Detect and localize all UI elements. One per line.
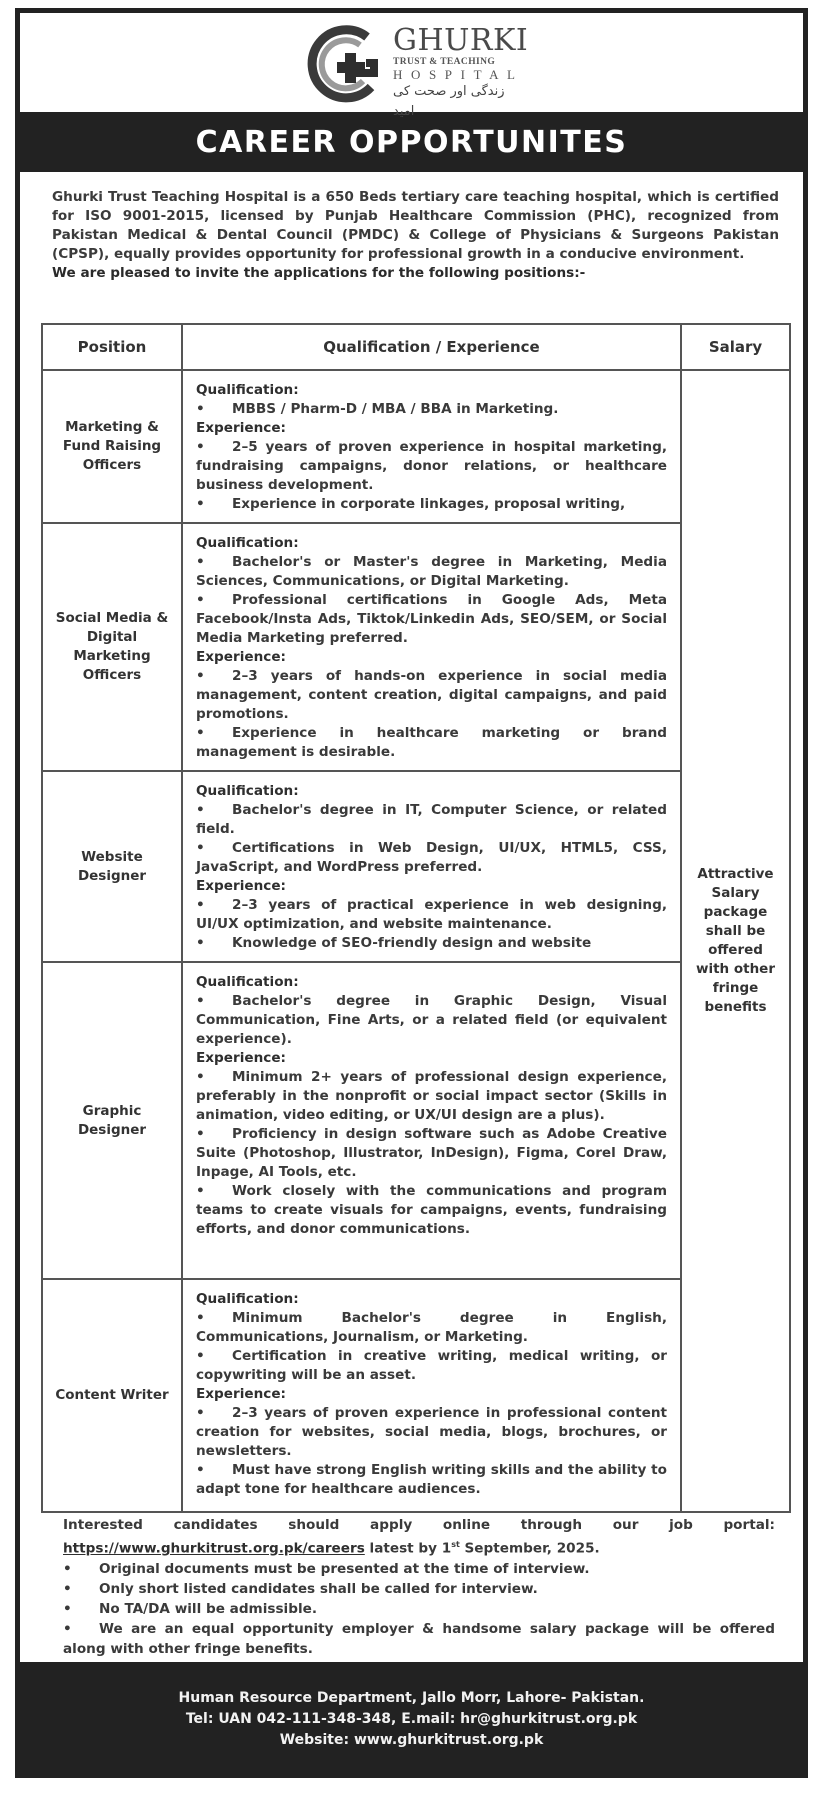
positions-table — [41, 323, 791, 1513]
requirement-item: • Bachelor's or Master's degree in Marketing, Media Sciences, Communications, or Digital Marketing. — [196, 554, 667, 589]
logo-text — [393, 25, 543, 122]
section-label: Experience: — [196, 649, 286, 665]
bullet: • — [196, 554, 205, 570]
salary-text-line: Attractive — [697, 866, 774, 882]
apply-prefix: Interested candidates should apply online through our job portal: — [63, 1517, 775, 1533]
requirement-item: • Experience in corporate linkages, proposal writing, — [196, 496, 626, 512]
logo-area — [20, 13, 803, 119]
brand-tagline-urdu: زندگی اور صحت کی امید — [393, 84, 505, 119]
table-header-row — [42, 324, 790, 370]
bullet: • — [196, 1348, 205, 1364]
section-label: Experience: — [196, 878, 286, 894]
position-title: Graphic Designer — [42, 962, 182, 1279]
application-notes — [63, 1515, 775, 1659]
requirement-item: • Minimum 2+ years of professional design experience, preferably in the nonprofit or social impact sector (Skills in animation, video editing, or UX/UI design are a plus). — [196, 1069, 667, 1123]
bullet: • — [63, 1620, 72, 1637]
bullet: • — [63, 1600, 72, 1617]
salary-text-line: shall be — [705, 923, 766, 939]
section-label: Qualification: — [196, 535, 299, 551]
invite-text: We are pleased to invite the applications for the following positions:- — [52, 265, 586, 281]
deadline-date: September, 2025. — [459, 1540, 600, 1557]
brand-subtitle: TRUST & TEACHING — [393, 57, 496, 67]
requirement-item: • Work closely with the communications and program teams to create visuals for campaigns, events, fundraising efforts, and donor communications. — [196, 1183, 667, 1237]
section-label: Qualification: — [196, 974, 299, 990]
section-label: Experience: — [196, 1386, 286, 1402]
bullet: • — [196, 592, 205, 608]
position-title: Website Designer — [42, 771, 182, 962]
content-area — [20, 172, 803, 1662]
bullet: • — [196, 1126, 205, 1142]
bullet: • — [196, 1310, 205, 1326]
requirement-item: • Proficiency in design software such as Adobe Creative Suite (Photoshop, Illustrator, InDesign), Figma, Corel Draw, Inpage, AI Tools, etc. — [196, 1126, 667, 1180]
deadline-sup: st — [451, 1540, 460, 1549]
table-row — [42, 370, 790, 523]
requirement-item: • Minimum Bachelor's degree in English, Communications, Journalism, or Marketing. — [196, 1310, 667, 1345]
page-title: CAREER OPPORTUNITES — [195, 124, 628, 160]
footer-contact: Tel: UAN 042-111-348-348, E.mail: hr@ghurkitrust.org.pk — [185, 1711, 638, 1727]
bullet: • — [196, 897, 205, 913]
footer-address: Human Resource Department, Jallo Morr, Lahore- Pakistan. — [178, 1690, 645, 1706]
section-label: Qualification: — [196, 783, 299, 799]
salary-text-line: with other — [695, 961, 776, 977]
requirement-item: • Certifications in Web Design, UI/UX, HTML5, CSS, JavaScript, and WordPress preferred. — [196, 840, 667, 875]
bullet: • — [196, 1069, 205, 1085]
brand-hospital: HOSPITAL — [393, 67, 524, 82]
qualification-experience-cell — [182, 370, 681, 523]
table-row — [42, 1279, 790, 1512]
title-banner — [20, 112, 803, 172]
salary-text-line: benefits — [704, 999, 767, 1015]
intro-section — [52, 188, 779, 283]
position-title: Marketing & Fund Raising Officers — [42, 370, 182, 523]
requirement-item: • Must have strong English writing skills and the ability to adapt tone for healthcare audiences. — [196, 1462, 667, 1497]
ghurki-g-cross-icon — [305, 25, 387, 105]
requirement-item: • Bachelor's degree in IT, Computer Science, or related field. — [196, 802, 667, 837]
requirement-item: • Certification in creative writing, medical writing, or copywriting will be an asset. — [196, 1348, 667, 1383]
section-label: Experience: — [196, 1050, 286, 1066]
table-row — [42, 523, 790, 771]
deadline-prefix: latest by 1 — [364, 1540, 452, 1557]
requirement-item: • 2–3 years of practical experience in web designing, UI/UX optimization, and website maintenance. — [196, 897, 667, 932]
bullet: • — [196, 401, 205, 417]
bullet: • — [196, 496, 205, 512]
bullet: • — [196, 935, 205, 951]
note-item: • Only short listed candidates shall be called for interview. — [63, 1580, 538, 1597]
bullet: • — [63, 1560, 72, 1577]
requirement-item: • Bachelor's degree in Graphic Design, Visual Communication, Fine Arts, or a related field (or equivalent experience). — [196, 993, 667, 1047]
contact-footer — [20, 1662, 803, 1778]
table-row — [42, 962, 790, 1279]
qualification-experience-cell — [182, 1279, 681, 1512]
note-item: • Original documents must be presented at the time of interview. — [63, 1560, 590, 1577]
section-label: Experience: — [196, 420, 286, 436]
bullet: • — [196, 439, 205, 455]
salary-text-line: package — [703, 904, 768, 920]
header-salary: Salary — [681, 324, 790, 370]
requirement-item: • 2–5 years of proven experience in hospital marketing, fundraising campaigns, donor relations, or healthcare business development. — [196, 439, 667, 493]
requirement-item: • Knowledge of SEO-friendly design and website — [196, 935, 592, 951]
position-title: Content Writer — [42, 1279, 182, 1512]
note-item: • No TA/DA will be admissible. — [63, 1600, 317, 1617]
note-item: • We are an equal opportunity employer & handsome salary package will be offered along with other fringe benefits. — [63, 1620, 775, 1657]
salary-cell — [681, 370, 790, 1512]
bullet: • — [63, 1580, 72, 1597]
requirement-item: • Experience in healthcare marketing or brand management is desirable. — [196, 725, 667, 760]
hospital-logo — [305, 23, 545, 119]
apply-instructions — [63, 1515, 775, 1535]
qualification-experience-cell — [182, 523, 681, 771]
bullet: • — [196, 725, 205, 741]
requirement-item: • 2–3 years of hands-on experience in social media management, content creation, digital campaigns, and paid promotions. — [196, 668, 667, 722]
bullet: • — [196, 668, 205, 684]
qualification-experience-cell — [182, 771, 681, 962]
apply-deadline — [63, 1535, 775, 1559]
requirement-item: • MBBS / Pharm-D / MBA / BBA in Marketing. — [196, 401, 559, 417]
requirement-item: • Professional certifications in Google Ads, Meta Facebook/Insta Ads, Tiktok/Linkedin Ads, SEO/SEM, or Social Media Marketing preferred. — [196, 592, 667, 646]
salary-text-line: offered — [708, 942, 763, 958]
bullet: • — [196, 1183, 205, 1199]
qualification-experience-cell — [182, 962, 681, 1279]
section-label: Qualification: — [196, 1291, 299, 1307]
bullet: • — [196, 1405, 205, 1421]
position-title: Social Media & Digital Marketing Officers — [42, 523, 182, 771]
footer-website: Website: www.ghurkitrust.org.pk — [279, 1732, 544, 1748]
salary-text-line: fringe — [712, 980, 759, 996]
salary-text-line: Salary — [711, 885, 760, 901]
brand-name: GHURKI — [393, 23, 529, 58]
section-label: Qualification: — [196, 382, 299, 398]
bullet: • — [196, 1462, 205, 1478]
table-row — [42, 771, 790, 962]
bullet: • — [196, 840, 205, 856]
advertisement-frame — [15, 8, 808, 1778]
bullet: • — [196, 993, 205, 1009]
header-qualification: Qualification / Experience — [182, 324, 681, 370]
careers-portal-link[interactable]: https://www.ghurkitrust.org.pk/careers — [63, 1540, 365, 1557]
intro-paragraph: Ghurki Trust Teaching Hospital is a 650 Beds tertiary care teaching hospital, which is certified for ISO 9001-2015, licensed by Punjab Healthcare Commission (PHC), recognized from Pakistan Medical & Dental Council (PMDC) & College of Physicians & Surgeons Pakistan (CPSP), equally provides opportunity for professional growth in a conducive environment. — [52, 189, 779, 262]
requirement-item: • 2–3 years of proven experience in professional content creation for websites, social media, blogs, brochures, or newsletters. — [196, 1405, 667, 1459]
bullet: • — [196, 802, 205, 818]
header-position: Position — [42, 324, 182, 370]
